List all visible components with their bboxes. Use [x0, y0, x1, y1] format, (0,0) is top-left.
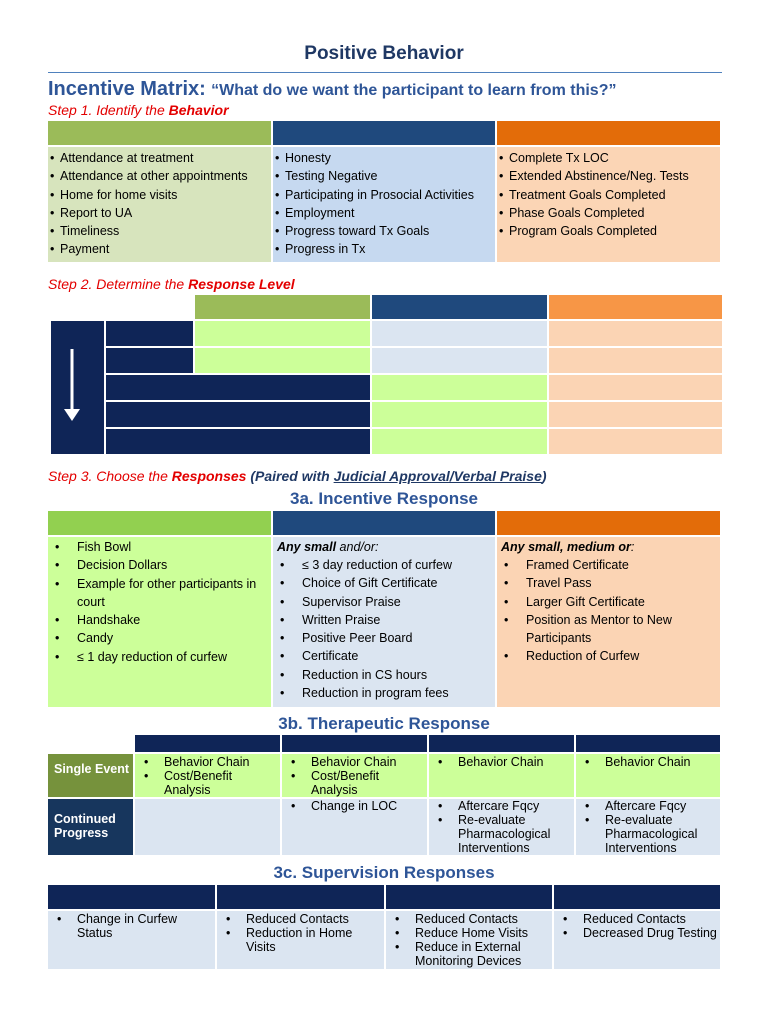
list-item: • Handshake [48, 611, 271, 629]
level-cell [105, 320, 194, 347]
list-item: • Attendance at treatment [48, 149, 271, 167]
list-item: • Home for home visits [48, 186, 271, 204]
list-item: • Example for other participants in court [48, 575, 271, 612]
level-cell [548, 347, 723, 374]
list-item: • Framed Certificate [497, 556, 720, 574]
list-item: • Behavior Chain [429, 755, 574, 769]
list-item: • Behavior Chain [576, 755, 720, 769]
list-item: • Progress toward Tx Goals [273, 222, 495, 240]
supervision-cell [216, 910, 385, 970]
level-cell [548, 374, 723, 401]
incentive-col3-intro: Any small, medium or: [501, 540, 635, 554]
list-item: • Choice of Gift Certificate [273, 574, 495, 592]
list-item: • Position as Mentor to New Participants [497, 611, 720, 648]
level-cell [194, 320, 371, 347]
list-item: • Aftercare Fqcy [576, 799, 720, 813]
list-item: • Cost/Benefit Analysis [282, 769, 427, 797]
incentive-orange-header [496, 510, 721, 536]
therapeutic-cell [134, 798, 281, 856]
therapeutic-header [281, 734, 428, 753]
level-cell [105, 401, 371, 428]
list-item: • Written Praise [273, 611, 495, 629]
level-cell [371, 374, 548, 401]
list-item: • Behavior Chain [282, 755, 427, 769]
incentive-col3 [496, 536, 721, 708]
list-item: • Payment [48, 240, 271, 258]
list-item: • Reduce in External Monitoring Devices [386, 940, 552, 968]
list-item: • ≤ 1 day reduction of curfew [48, 648, 271, 666]
list-item: • Reduction of Curfew [497, 647, 720, 665]
title-rule [48, 72, 722, 73]
level-cell [548, 320, 723, 347]
therapeutic-header [428, 734, 575, 753]
incentive-col2-intro: Any small and/or: [277, 540, 379, 554]
supervision-header [385, 884, 553, 910]
step2-arrow-column [50, 320, 105, 455]
supervision-header [47, 884, 216, 910]
page-title: Positive Behavior [304, 43, 464, 64]
list-item: • Employment [273, 204, 495, 222]
list-item: • Aftercare Fqcy [429, 799, 574, 813]
list-item: • Reduce Home Visits [386, 926, 552, 940]
list-item: • Reduced Contacts [554, 912, 720, 926]
level-cell [105, 347, 194, 374]
list-item: • Positive Peer Board [273, 629, 495, 647]
list-item: • Participating in Prosocial Activities [273, 186, 495, 204]
list-item: • Reduction in Home Visits [217, 926, 384, 954]
matrix-title [48, 78, 616, 101]
step1-col2 [272, 146, 496, 263]
list-item: • Larger Gift Certificate [497, 593, 720, 611]
list-item: • Decreased Drug Testing [554, 926, 720, 940]
therapeutic-cell [575, 798, 721, 856]
list-item: • Behavior Chain [135, 755, 280, 769]
incentive-heading: 3a. Incentive Response [289, 489, 479, 508]
level-cell [194, 347, 371, 374]
row-label-single-event: Single Event [47, 753, 134, 798]
step2-orange-header [548, 294, 723, 320]
list-item: • Testing Negative [273, 167, 495, 185]
level-cell [548, 428, 723, 455]
therapeutic-header [575, 734, 721, 753]
supervision-cell [47, 910, 216, 970]
list-item: • Progress in Tx [273, 240, 495, 258]
incentive-col2 [272, 536, 496, 708]
matrix-question: “What do we want the participant to learn from this?” [211, 82, 617, 99]
therapeutic-cell [281, 753, 428, 798]
level-cell [548, 401, 723, 428]
level-cell [371, 320, 548, 347]
therapeutic-heading: 3b. Therapeutic Response [278, 714, 490, 733]
step1-col1 [47, 146, 272, 263]
step3-heading: Step 3. Choose the Responses (Paired with Judicial Approval/Verbal Praise) [48, 468, 547, 484]
list-item: • Travel Pass [497, 574, 720, 592]
list-item: • Candy [48, 629, 271, 647]
list-item: • Program Goals Completed [497, 222, 720, 240]
step1-orange-header [496, 120, 721, 146]
step1-green-header [47, 120, 272, 146]
list-item: • Extended Abstinence/Neg. Tests [497, 167, 720, 185]
level-cell [105, 428, 371, 455]
therapeutic-cell [281, 798, 428, 856]
list-item: • Certificate [273, 647, 495, 665]
therapeutic-cell [428, 753, 575, 798]
list-item: • Reduced Contacts [386, 912, 552, 926]
step2-blue-header [371, 294, 548, 320]
therapeutic-cell [134, 753, 281, 798]
list-item: • Report to UA [48, 204, 271, 222]
supervision-header [216, 884, 385, 910]
list-item: • Honesty [273, 149, 495, 167]
level-cell [371, 401, 548, 428]
list-item: • ≤ 3 day reduction of curfew [273, 556, 495, 574]
step2-green-header [194, 294, 371, 320]
supervision-cell [385, 910, 553, 970]
list-item: • Re-evaluate Pharmacological Interventions [576, 813, 720, 855]
level-cell [105, 374, 371, 401]
incentive-col1 [47, 536, 272, 708]
list-item: • Reduction in program fees [273, 684, 495, 702]
list-item: • Supervisor Praise [273, 593, 495, 611]
step2-heading: Step 2. Determine the Response Level [48, 276, 295, 292]
step1-col3 [496, 146, 721, 263]
matrix-label: Incentive Matrix: [48, 78, 206, 100]
list-item: • Attendance at other appointments [48, 167, 271, 185]
list-item: • Cost/Benefit Analysis [135, 769, 280, 797]
down-arrow-icon [51, 321, 104, 454]
incentive-blue-header [272, 510, 496, 536]
therapeutic-header [134, 734, 281, 753]
list-item: • Fish Bowl [48, 538, 271, 556]
list-item: • Complete Tx LOC [497, 149, 720, 167]
list-item: • Reduced Contacts [217, 912, 384, 926]
list-item: • Re-evaluate Pharmacological Interventions [429, 813, 574, 855]
row-label-continued-progress: Continued Progress [47, 798, 134, 856]
therapeutic-cell [428, 798, 575, 856]
list-item: • Change in LOC [282, 799, 427, 813]
list-item: • Phase Goals Completed [497, 204, 720, 222]
list-item: • Change in Curfew Status [48, 912, 215, 940]
list-item: • Reduction in CS hours [273, 666, 495, 684]
step1-blue-header [272, 120, 496, 146]
incentive-green-header [47, 510, 272, 536]
list-item: • Treatment Goals Completed [497, 186, 720, 204]
level-cell [371, 428, 548, 455]
supervision-header [553, 884, 721, 910]
supervision-heading: 3c. Supervision Responses [273, 863, 495, 882]
level-cell [371, 347, 548, 374]
step1-heading: Step 1. Identify the Behavior [48, 102, 229, 118]
supervision-cell [553, 910, 721, 970]
list-item: • Decision Dollars [48, 556, 271, 574]
therapeutic-cell [575, 753, 721, 798]
list-item: • Timeliness [48, 222, 271, 240]
